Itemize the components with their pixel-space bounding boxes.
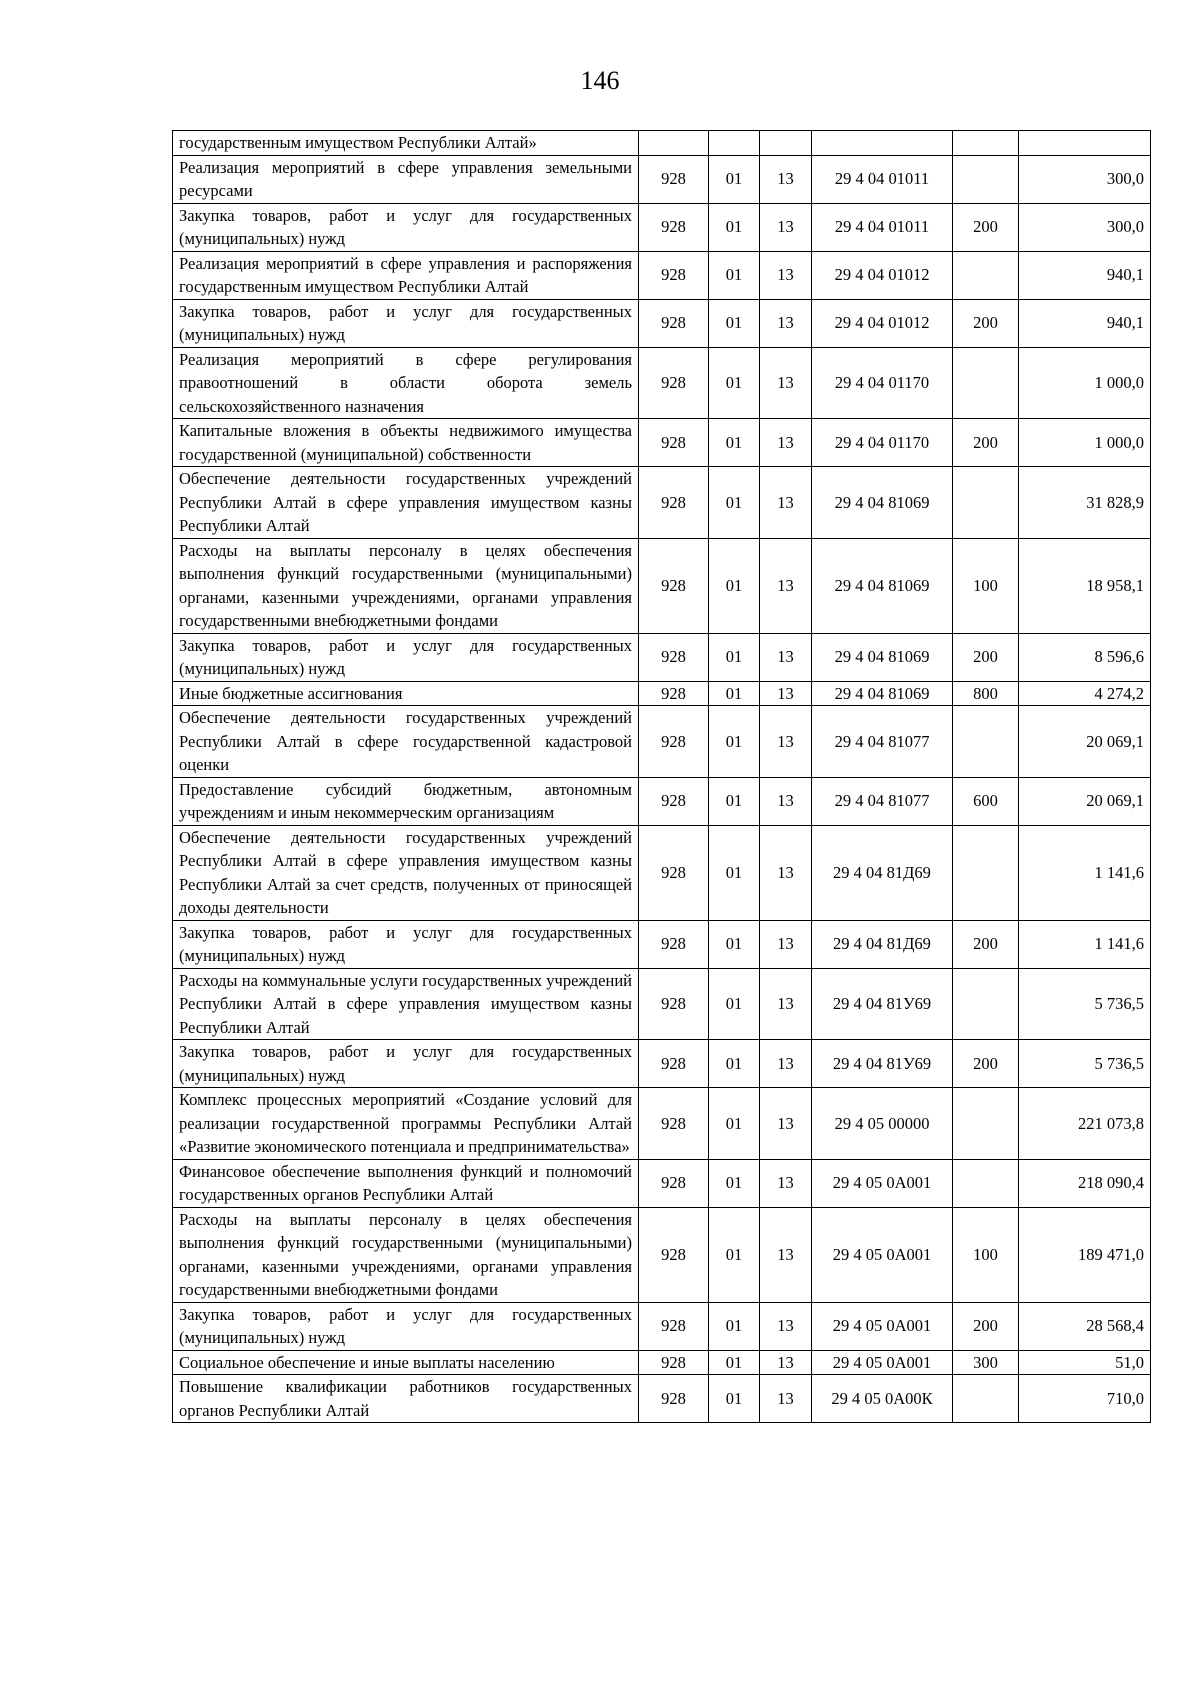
- table-row: [173, 419, 1151, 467]
- row-target-article: 29 4 05 0А001: [812, 1302, 953, 1350]
- row-expense-type: [953, 1088, 1019, 1160]
- row-section: 01: [709, 1159, 760, 1207]
- table-row: [173, 681, 1151, 706]
- row-grbs: 928: [639, 1040, 709, 1088]
- row-expense-type: [953, 825, 1019, 920]
- row-name: Закупка товаров, работ и услуг для государственных (муниципальных) нужд: [173, 1302, 639, 1350]
- row-grbs: 928: [639, 681, 709, 706]
- row-name: Закупка товаров, работ и услуг для государственных (муниципальных) нужд: [173, 1040, 639, 1088]
- row-section: 01: [709, 203, 760, 251]
- row-section: 01: [709, 299, 760, 347]
- row-section: 01: [709, 633, 760, 681]
- row-expense-type: [953, 706, 1019, 778]
- row-target-article: 29 4 05 0А00К: [812, 1375, 953, 1423]
- row-grbs: 928: [639, 347, 709, 419]
- table-row: [173, 1159, 1151, 1207]
- row-subsection: 13: [760, 347, 812, 419]
- row-target-article: 29 4 04 01011: [812, 155, 953, 203]
- row-section: 01: [709, 467, 760, 539]
- row-name: Иные бюджетные ассигнования: [173, 681, 639, 706]
- row-amount: [1019, 131, 1151, 156]
- row-amount: 1 000,0: [1019, 419, 1151, 467]
- row-name: государственным имуществом Республики Алтай»: [173, 131, 639, 156]
- row-subsection: 13: [760, 825, 812, 920]
- row-name: Закупка товаров, работ и услуг для государственных (муниципальных) нужд: [173, 203, 639, 251]
- row-name: Реализация мероприятий в сфере управления земельными ресурсами: [173, 155, 639, 203]
- row-subsection: 13: [760, 706, 812, 778]
- row-target-article: [812, 131, 953, 156]
- table-row: [173, 1207, 1151, 1302]
- row-target-article: 29 4 04 81077: [812, 706, 953, 778]
- table-row: [173, 706, 1151, 778]
- row-section: 01: [709, 706, 760, 778]
- row-expense-type: 800: [953, 681, 1019, 706]
- row-section: 01: [709, 777, 760, 825]
- row-name: Обеспечение деятельности государственных учреждений Республики Алтай в сфере управления имуществом казны Республики Алтай за счет средств, полученных от приносящей доходы деятельности: [173, 825, 639, 920]
- row-grbs: 928: [639, 203, 709, 251]
- row-amount: 1 141,6: [1019, 825, 1151, 920]
- table-row: [173, 467, 1151, 539]
- row-section: 01: [709, 1350, 760, 1375]
- table-row: [173, 299, 1151, 347]
- row-target-article: 29 4 04 81069: [812, 538, 953, 633]
- row-amount: 5 736,5: [1019, 968, 1151, 1040]
- row-subsection: 13: [760, 299, 812, 347]
- row-target-article: 29 4 04 01170: [812, 347, 953, 419]
- row-subsection: 13: [760, 203, 812, 251]
- row-expense-type: 100: [953, 1207, 1019, 1302]
- row-expense-type: [953, 155, 1019, 203]
- table-row: [173, 131, 1151, 156]
- row-subsection: 13: [760, 1207, 812, 1302]
- row-expense-type: 600: [953, 777, 1019, 825]
- row-section: 01: [709, 347, 760, 419]
- row-expense-type: [953, 347, 1019, 419]
- row-name: Повышение квалификации работников государственных органов Республики Алтай: [173, 1375, 639, 1423]
- row-expense-type: 200: [953, 1040, 1019, 1088]
- row-subsection: 13: [760, 1350, 812, 1375]
- row-target-article: 29 4 04 81069: [812, 467, 953, 539]
- row-target-article: 29 4 05 0А001: [812, 1207, 953, 1302]
- row-section: 01: [709, 538, 760, 633]
- row-grbs: 928: [639, 1350, 709, 1375]
- row-name: Расходы на выплаты персоналу в целях обеспечения выполнения функций государственными (муниципальными) органами, казенными учреждениями, органами управления государственными внебюджетными фондами: [173, 1207, 639, 1302]
- table-row: [173, 825, 1151, 920]
- table-row: [173, 203, 1151, 251]
- row-expense-type: 200: [953, 299, 1019, 347]
- table-row: [173, 155, 1151, 203]
- row-amount: 28 568,4: [1019, 1302, 1151, 1350]
- row-expense-type: 200: [953, 633, 1019, 681]
- row-subsection: 13: [760, 1375, 812, 1423]
- row-expense-type: [953, 1375, 1019, 1423]
- row-name: Расходы на выплаты персоналу в целях обеспечения выполнения функций государственными (муниципальными) органами, казенными учреждениями, органами управления государственными внебюджетными фондами: [173, 538, 639, 633]
- table-row: [173, 1302, 1151, 1350]
- row-section: 01: [709, 155, 760, 203]
- table-row: [173, 1040, 1151, 1088]
- row-expense-type: [953, 968, 1019, 1040]
- row-amount: 20 069,1: [1019, 706, 1151, 778]
- row-grbs: 928: [639, 825, 709, 920]
- row-subsection: 13: [760, 1302, 812, 1350]
- row-target-article: 29 4 04 81077: [812, 777, 953, 825]
- row-expense-type: 100: [953, 538, 1019, 633]
- row-name: Финансовое обеспечение выполнения функций и полномочий государственных органов Республики Алтай: [173, 1159, 639, 1207]
- row-grbs: 928: [639, 1302, 709, 1350]
- row-subsection: 13: [760, 467, 812, 539]
- row-section: 01: [709, 920, 760, 968]
- row-target-article: 29 4 04 01012: [812, 299, 953, 347]
- row-expense-type: [953, 467, 1019, 539]
- row-amount: 218 090,4: [1019, 1159, 1151, 1207]
- row-subsection: 13: [760, 681, 812, 706]
- row-name: Реализация мероприятий в сфере регулирования правоотношений в области оборота земель сельскохозяйственного назначения: [173, 347, 639, 419]
- row-target-article: 29 4 04 01011: [812, 203, 953, 251]
- row-amount: 1 141,6: [1019, 920, 1151, 968]
- row-target-article: 29 4 04 01012: [812, 251, 953, 299]
- row-subsection: 13: [760, 419, 812, 467]
- row-target-article: 29 4 04 01170: [812, 419, 953, 467]
- row-target-article: 29 4 04 81Д69: [812, 825, 953, 920]
- table-row: [173, 920, 1151, 968]
- row-grbs: 928: [639, 419, 709, 467]
- row-section: 01: [709, 419, 760, 467]
- row-grbs: 928: [639, 155, 709, 203]
- table-row: [173, 1088, 1151, 1160]
- row-target-article: 29 4 04 81У69: [812, 968, 953, 1040]
- row-grbs: 928: [639, 467, 709, 539]
- row-target-article: 29 4 04 81У69: [812, 1040, 953, 1088]
- page-number: 146: [580, 66, 620, 95]
- row-grbs: 928: [639, 968, 709, 1040]
- row-section: 01: [709, 681, 760, 706]
- row-section: 01: [709, 1088, 760, 1160]
- row-grbs: 928: [639, 1207, 709, 1302]
- table-row: [173, 1375, 1151, 1423]
- row-subsection: 13: [760, 633, 812, 681]
- row-target-article: 29 4 04 81069: [812, 681, 953, 706]
- row-section: 01: [709, 1302, 760, 1350]
- row-target-article: 29 4 04 81069: [812, 633, 953, 681]
- row-section: 01: [709, 1040, 760, 1088]
- row-grbs: 928: [639, 920, 709, 968]
- row-name: Обеспечение деятельности государственных учреждений Республики Алтай в сфере государственной кадастровой оценки: [173, 706, 639, 778]
- row-amount: 940,1: [1019, 299, 1151, 347]
- row-amount: 940,1: [1019, 251, 1151, 299]
- row-grbs: 928: [639, 1159, 709, 1207]
- row-name: Реализация мероприятий в сфере управления и распоряжения государственным имуществом Республики Алтай: [173, 251, 639, 299]
- row-amount: 710,0: [1019, 1375, 1151, 1423]
- row-section: [709, 131, 760, 156]
- row-amount: 1 000,0: [1019, 347, 1151, 419]
- row-expense-type: 300: [953, 1350, 1019, 1375]
- row-section: 01: [709, 968, 760, 1040]
- row-name: Закупка товаров, работ и услуг для государственных (муниципальных) нужд: [173, 633, 639, 681]
- row-expense-type: 200: [953, 419, 1019, 467]
- row-target-article: 29 4 04 81Д69: [812, 920, 953, 968]
- table-row: [173, 777, 1151, 825]
- row-amount: 51,0: [1019, 1350, 1151, 1375]
- table-row: [173, 968, 1151, 1040]
- row-subsection: 13: [760, 920, 812, 968]
- row-amount: 8 596,6: [1019, 633, 1151, 681]
- row-subsection: 13: [760, 1088, 812, 1160]
- row-amount: 4 274,2: [1019, 681, 1151, 706]
- table-row: [173, 251, 1151, 299]
- row-subsection: 13: [760, 155, 812, 203]
- row-amount: 5 736,5: [1019, 1040, 1151, 1088]
- row-grbs: 928: [639, 1088, 709, 1160]
- row-grbs: 928: [639, 777, 709, 825]
- row-section: 01: [709, 251, 760, 299]
- budget-table: [172, 130, 1151, 1423]
- row-expense-type: 200: [953, 1302, 1019, 1350]
- row-expense-type: [953, 251, 1019, 299]
- row-subsection: 13: [760, 1159, 812, 1207]
- row-amount: 221 073,8: [1019, 1088, 1151, 1160]
- row-name: Закупка товаров, работ и услуг для государственных (муниципальных) нужд: [173, 920, 639, 968]
- row-name: Обеспечение деятельности государственных учреждений Республики Алтай в сфере управления имуществом казны Республики Алтай: [173, 467, 639, 539]
- row-name: Капитальные вложения в объекты недвижимого имущества государственной (муниципальной) собственности: [173, 419, 639, 467]
- row-expense-type: 200: [953, 203, 1019, 251]
- row-subsection: 13: [760, 538, 812, 633]
- row-grbs: 928: [639, 1375, 709, 1423]
- row-grbs: [639, 131, 709, 156]
- row-grbs: 928: [639, 706, 709, 778]
- row-expense-type: 200: [953, 920, 1019, 968]
- table-row: [173, 347, 1151, 419]
- row-grbs: 928: [639, 633, 709, 681]
- row-grbs: 928: [639, 538, 709, 633]
- row-section: 01: [709, 1207, 760, 1302]
- row-expense-type: [953, 131, 1019, 156]
- row-target-article: 29 4 05 0А001: [812, 1350, 953, 1375]
- row-amount: 300,0: [1019, 155, 1151, 203]
- table-row: [173, 1350, 1151, 1375]
- row-amount: 189 471,0: [1019, 1207, 1151, 1302]
- row-amount: 20 069,1: [1019, 777, 1151, 825]
- row-expense-type: [953, 1159, 1019, 1207]
- row-subsection: [760, 131, 812, 156]
- row-name: Закупка товаров, работ и услуг для государственных (муниципальных) нужд: [173, 299, 639, 347]
- row-subsection: 13: [760, 1040, 812, 1088]
- row-section: 01: [709, 825, 760, 920]
- row-name: Расходы на коммунальные услуги государственных учреждений Республики Алтай в сфере управления имуществом казны Республики Алтай: [173, 968, 639, 1040]
- table-row: [173, 633, 1151, 681]
- row-name: Социальное обеспечение и иные выплаты населению: [173, 1350, 639, 1375]
- row-name: Комплекс процессных мероприятий «Создание условий для реализации государственной программы Республики Алтай «Развитие экономического потенциала и предпринимательства»: [173, 1088, 639, 1160]
- row-subsection: 13: [760, 968, 812, 1040]
- row-target-article: 29 4 05 00000: [812, 1088, 953, 1160]
- row-subsection: 13: [760, 251, 812, 299]
- row-name: Предоставление субсидий бюджетным, автономным учреждениям и иным некоммерческим организациям: [173, 777, 639, 825]
- row-amount: 300,0: [1019, 203, 1151, 251]
- row-section: 01: [709, 1375, 760, 1423]
- row-grbs: 928: [639, 299, 709, 347]
- row-grbs: 928: [639, 251, 709, 299]
- row-amount: 18 958,1: [1019, 538, 1151, 633]
- table-row: [173, 538, 1151, 633]
- row-target-article: 29 4 05 0А001: [812, 1159, 953, 1207]
- row-subsection: 13: [760, 777, 812, 825]
- row-amount: 31 828,9: [1019, 467, 1151, 539]
